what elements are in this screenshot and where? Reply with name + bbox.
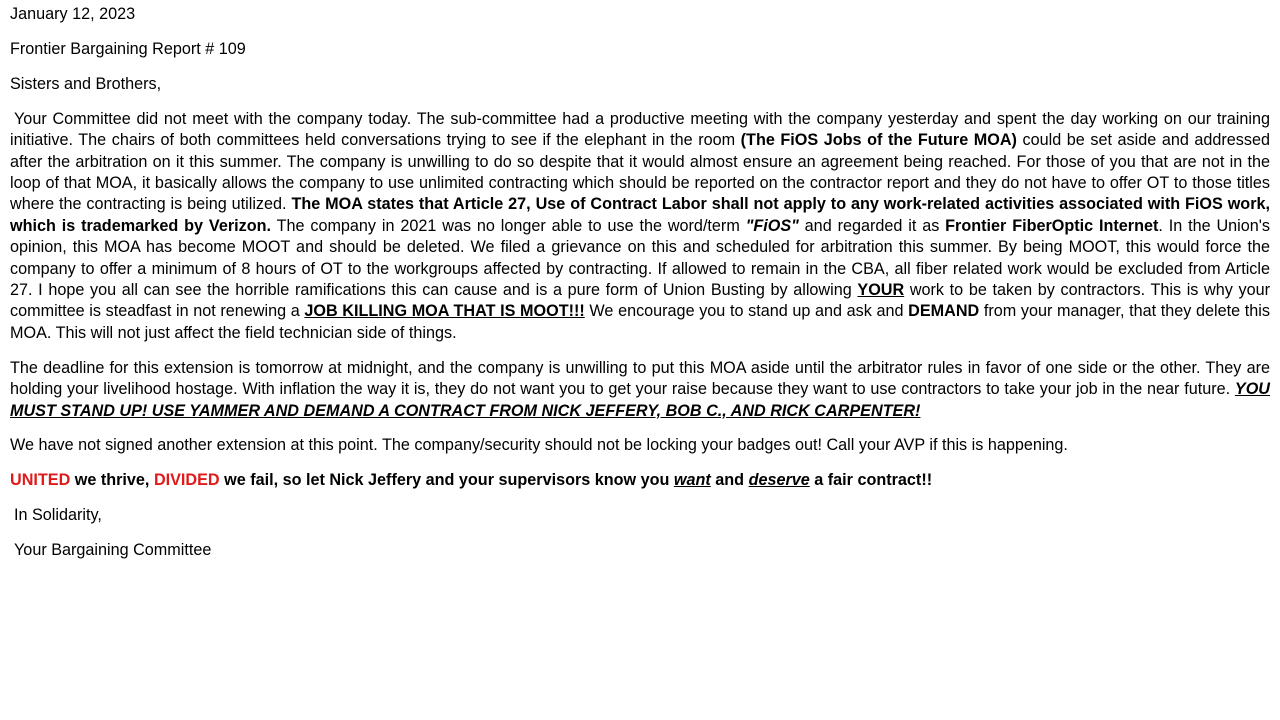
slogan-text-1: we thrive, [70, 471, 154, 490]
p1-text-4: and regarded it as [798, 216, 946, 235]
greeting: Sisters and Brothers, [10, 74, 162, 93]
slogan-text-4: a fair contract!! [809, 471, 933, 490]
p1-fios-term: "FiOS" [745, 216, 799, 235]
slogan-text-2: we fail, so let Nick Jeffery and your supervisors know you [219, 471, 674, 490]
p1-text-1: Your Committee did not meet with the company today. The sub-committee had a productive meeting with the company yesterday and spent the day working on our training initiative. The chairs of both committees held conversations trying to see if the elephant in the room [10, 109, 1270, 150]
p1-job-killing-moa: JOB KILLING MOA THAT IS MOOT!!! [304, 302, 585, 321]
slogan-deserve: deserve [748, 471, 810, 490]
p1-text-5: . In the Union's opinion, this MOA has become MOOT and should be deleted. We filed a grievance on this and scheduled for arbitration this summer. By being MOOT, this would force the company to offer a minimum of 8 hours of OT to the workgroups affected by contracting. If allowed to remain in the CBA, all fiber related work would be excluded from Article 27. I hope you all can see the horrible ramifications this can cause and is a pure form of Union Busting by allowing [10, 216, 1270, 299]
paragraph-committee-update [10, 109, 1270, 344]
slogan-united: UNITED [10, 471, 71, 490]
p1-text-2: could be set aside and addressed after the arbitration on it this summer. The company is unwilling to do so despite that it would almost ensure an agreement being reached. For those of you that are not in the loop of that MOA, it basically allows the company to use unlimited contracting which should be reported on the contractor report and they do not have to offer OT to those titles where the contracting is being utilized. [10, 131, 1270, 214]
p1-text-8: from your manager, that they delete this MOA. This will not just affect the field technician side of things. [10, 302, 1270, 342]
paragraph-extension-status: We have not signed another extension at this point. The company/security should not be locking your badges out! Call your AVP if this is happening. [10, 436, 1068, 455]
p1-your-emphasis: YOUR [857, 280, 905, 299]
p1-text-3: The company in 2021 was no longer able to use the word/term [271, 216, 746, 235]
p1-moa-name: (The FiOS Jobs of the Future MOA) [740, 131, 1017, 150]
slogan-want: want [673, 471, 711, 490]
paragraph-slogan [10, 470, 1270, 491]
p1-moa-statement: The MOA states that Article 27, Use of Contract Labor shall not apply to any work-related activities associated with FiOS work, which is trademarked by Verizon. [10, 195, 1270, 235]
report-title: Frontier Bargaining Report # 109 [10, 39, 246, 58]
paragraph-deadline [10, 358, 1270, 422]
report-date: January 12, 2023 [10, 5, 136, 23]
p1-text-6: work to be taken by contractors. This is why your committee is steadfast in not renewing a [10, 280, 1270, 321]
p1-demand: DEMAND [908, 302, 980, 321]
p2-text-1: The deadline for this extension is tomorrow at midnight, and the company is unwilling to put this MOA aside until the arbitrator rules in favor of one side or the other. They are holding your livelihood hostage. With inflation the way it is, they do not want you to get your raise because they want to use contractors to take your job in the near future. [10, 358, 1270, 399]
closing: In Solidarity, [14, 506, 102, 525]
slogan-text-3: and [710, 471, 749, 490]
p1-text-7: We encourage you to stand up and ask and [584, 302, 909, 321]
signature: Your Bargaining Committee [14, 541, 212, 560]
p1-frontier-fiberoptic: Frontier FiberOptic Internet [945, 216, 1159, 235]
p2-call-to-action: YOU MUST STAND UP! USE YAMMER AND DEMAND A CONTRACT FROM NICK JEFFERY, BOB C., AND RICK CARPENTER! [10, 380, 1270, 420]
slogan-divided: DIVIDED [153, 471, 220, 490]
